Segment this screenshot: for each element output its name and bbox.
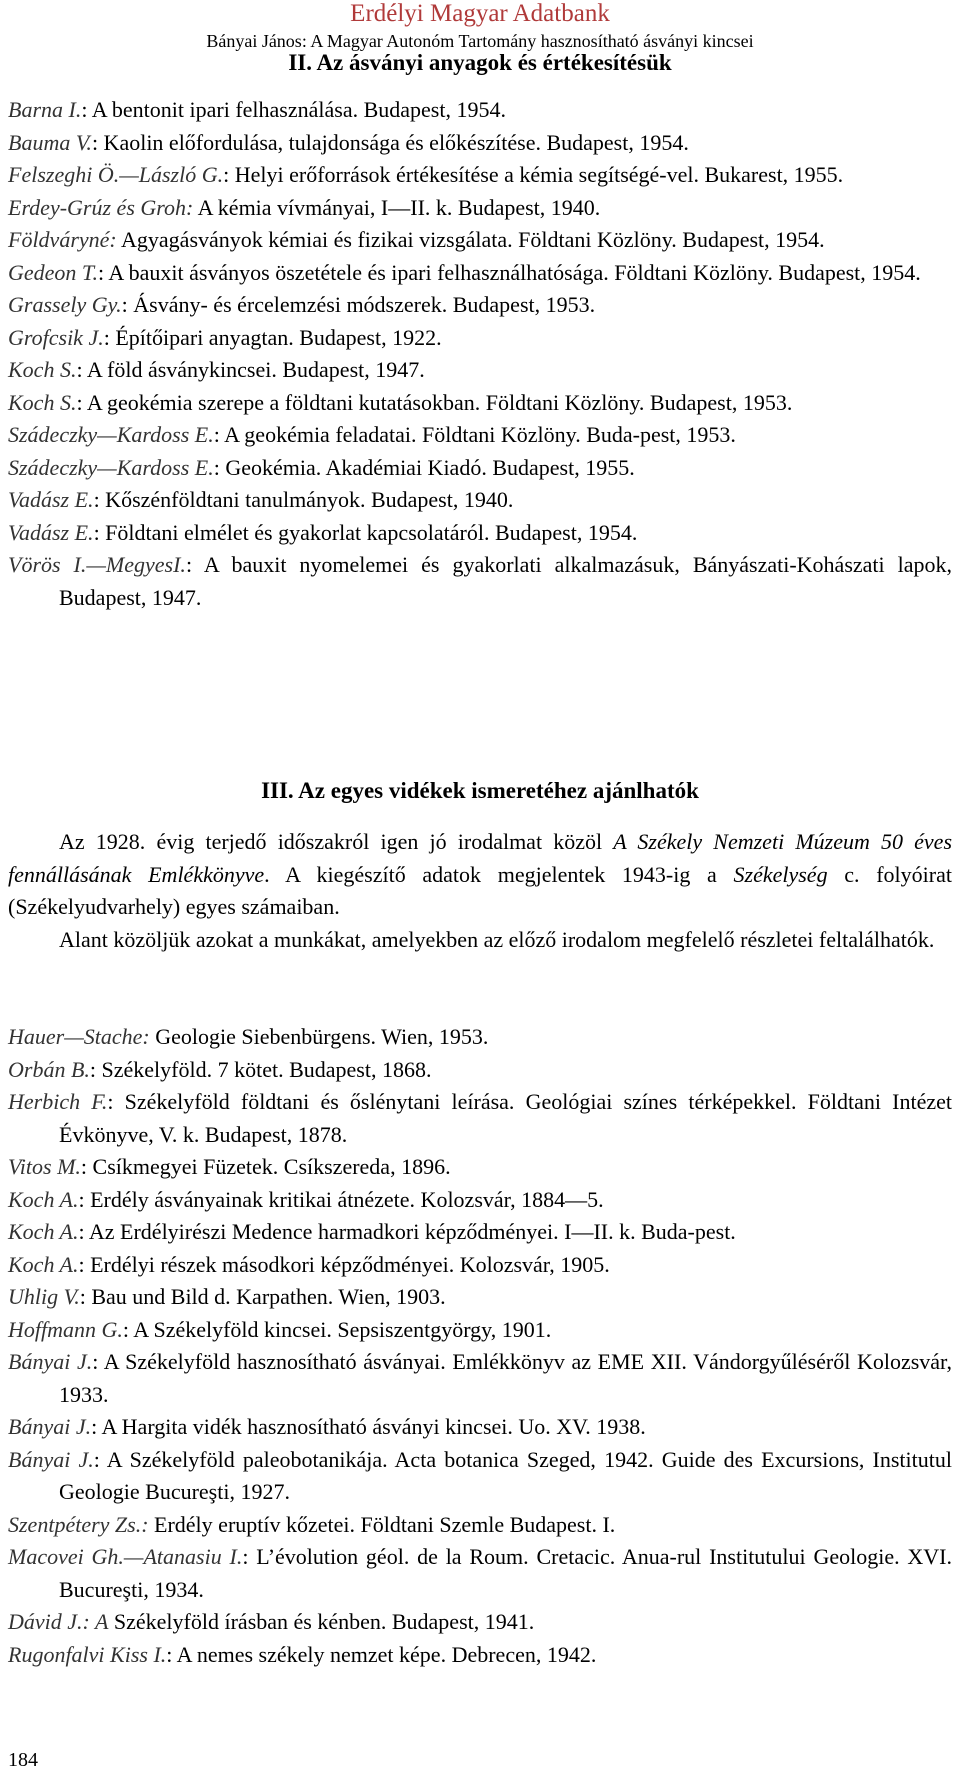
bibliography-entry (8, 1411, 952, 1444)
bibliography-entry (8, 257, 952, 290)
bibliography-entry (8, 224, 952, 257)
bibliography-entry (8, 1444, 952, 1509)
entry-text: : Kaolin előfordulása, tulajdonsága és előkészítése. Budapest, 1954. (91, 129, 689, 155)
intro-paragraph: Alant közöljük azokat a munkákat, amelyekben az előző irodalom megfelelő részletei feltalálhatók. (59, 926, 935, 952)
entry-text: Agyagásványok kémiai és fizikai vizsgálata. Földtani Közlöny. Budapest, 1954. (116, 227, 825, 252)
entry-text: : A bentonit ipari felhasználása. Budapest, 1954. (81, 97, 506, 122)
entry-author: Uhlig V. (8, 1284, 80, 1309)
bibliography-entry (8, 1314, 952, 1347)
entry-author: Felszeghi Ö.—László G. (8, 162, 224, 187)
bibliography-list-iii (8, 1021, 952, 1671)
bibliography-entry (8, 94, 952, 127)
entry-text: : A nemes székely nemzet képe. Debrecen, 1942. (166, 1641, 597, 1667)
entry-text: A kémia vívmányai, I—II. k. Budapest, 1940. (193, 194, 601, 220)
entry-author: Bányai J. (8, 1349, 93, 1374)
entry-text: : Helyi erőforrások értékesítése a kémia segítségé-vel. Bukarest, 1955. (223, 162, 844, 187)
entry-author: Herbich F. (8, 1089, 108, 1114)
entry-text: : A bauxit ásványos öszetétele és ipari felhasználhatósága. Földtani Közlöny. Budapest, 1954. (98, 259, 921, 285)
entry-author: Vitos M. (8, 1154, 81, 1179)
entry-author: Vörös I.—MegyesI. (8, 552, 186, 577)
entry-text: : A geokémia szerepe a földtani kutatásokban. Földtani Közlöny. Budapest, 1953. (76, 389, 793, 415)
entry-author: Koch S. (8, 357, 77, 382)
bibliography-entry (8, 1346, 952, 1411)
entry-author: Grassely Gy. (8, 292, 122, 317)
bibliography-entry (8, 517, 952, 550)
bibliography-entry (8, 387, 952, 420)
bibliography-entry (8, 1606, 952, 1639)
bibliography-entry (8, 1639, 952, 1672)
entry-author: Szádeczky—Kardoss E. (8, 422, 214, 447)
entry-author: Koch S. (8, 389, 77, 415)
bibliography-entry (8, 452, 952, 485)
intro-italic-title: A Székely Nemzeti Múzeum 50 éves fennállásának Emlékkönyve (8, 829, 953, 887)
section-heading-ii: II. Az ásványi anyagok és értékesítésük (288, 50, 672, 75)
entry-text: : Ásvány- és ércelemzési módszerek. Budapest, 1953. (121, 292, 596, 317)
entry-author: Koch A. (8, 1251, 79, 1277)
section-heading-iii: III. Az egyes vidékek ismeretéhez ajánlhatók (261, 778, 699, 803)
bibliography-entry (8, 354, 952, 387)
bibliography-entry (8, 1281, 952, 1314)
site-title[interactable]: Erdélyi Magyar Adatbank (350, 0, 610, 27)
bibliography-entry (8, 1054, 952, 1087)
intro-text: Az 1928. évig terjedő időszakról igen jó irodalmat közöl (59, 829, 614, 854)
entry-author: Bányai J. (8, 1446, 94, 1472)
entry-author: Vadász E. (8, 487, 94, 512)
entry-author: Koch A. (8, 1219, 79, 1244)
bibliography-entry (8, 1021, 952, 1054)
entry-author: Bányai J. (8, 1414, 92, 1439)
entry-author: Hauer—Stache: (8, 1024, 150, 1049)
entry-text: : Csíkmegyei Füzetek. Csíkszereda, 1896. (80, 1154, 451, 1179)
bibliography-entry (8, 1509, 952, 1542)
entry-text: : Építőipari anyagtan. Budapest, 1922. (103, 324, 442, 350)
page-number: 184 (8, 1749, 38, 1771)
entry-text: : Kőszénföldtani tanulmányok. Budapest, 1940. (93, 487, 514, 512)
bibliography-entry (8, 127, 952, 160)
entry-text: : Földtani elmélet és gyakorlat kapcsolatáról. Budapest, 1954. (93, 519, 638, 545)
entry-text: : Az Erdélyirészi Medence harmadkori képződményei. I—II. k. Buda-pest. (78, 1219, 736, 1244)
entry-author: Koch A. (8, 1186, 79, 1212)
entry-author: Vadász E. (8, 519, 94, 545)
entry-author: Bauma V. (8, 129, 92, 155)
entry-text: : A bauxit nyomelemei és gyakorlati alkalmazásuk, Bányászati-Kohászati lapok, Budapest, 1947. (59, 552, 952, 610)
document-subtitle: Bányai János: A Magyar Autonóm Tartomány hasznosítható ásványi kincsei (206, 31, 754, 51)
entry-text: : Erdély ásványainak kritikai átnézete. Kolozsvár, 1884—5. (78, 1186, 604, 1212)
entry-author: Erdey-Grúz és Groh: (8, 194, 194, 220)
entry-text: : A Hargita vidék hasznosítható ásványi kincsei. Uo. XV. 1938. (91, 1414, 646, 1439)
bibliography-entry (8, 159, 952, 192)
entry-text: : A föld ásványkincsei. Budapest, 1947. (76, 357, 425, 382)
intro-paragraphs (8, 826, 952, 956)
entry-text: : Bau und Bild d. Karpathen. Wien, 1903. (79, 1284, 446, 1309)
entry-text: Székelyföld írásban és kénben. Budapest, 1941. (108, 1609, 535, 1634)
bibliography-entry (8, 1184, 952, 1217)
entry-text: : Geokémia. Akadémiai Kiadó. Budapest, 1955. (213, 454, 635, 480)
intro-paragraph (8, 826, 952, 924)
bibliography-entry (8, 549, 952, 614)
entry-author: Földváryné: (8, 227, 117, 252)
bibliography-entry (8, 484, 952, 517)
entry-author: Rugonfalvi Kiss I. (8, 1641, 167, 1667)
bibliography-entry (8, 1216, 952, 1249)
entry-text: : Erdélyi részek másodkori képződményei. Kolozsvár, 1905. (78, 1251, 610, 1277)
bibliography-entry (8, 322, 952, 355)
entry-author: Barna I. (8, 97, 82, 122)
entry-text: : A geokémia feladatai. Földtani Közlöny. Buda-pest, 1953. (213, 422, 736, 447)
entry-text: : L’évolution géol. de la Roum. Cretacic. Anua-rul Institutului Geologie. XVI. Bucureşti, 1934. (59, 1544, 952, 1602)
entry-author: Orbán B. (8, 1056, 90, 1082)
entry-author: Hoffmann G. (8, 1316, 123, 1342)
entry-author: Dávid J.: A (8, 1609, 109, 1634)
intro-text: . A kiegészítő adatok megjelentek 1943-ig a (264, 861, 734, 887)
bibliography-list-ii (8, 94, 952, 614)
entry-text: : A Székelyföld hasznosítható ásványai. Emlékkönyv az EME XII. Vándorgyűléséről Kolozsvár, 1933. (59, 1349, 952, 1407)
bibliography-entry (8, 1541, 952, 1606)
intro-text: c. folyóirat (Székelyudvarhely) egyes számaiban. (8, 861, 952, 919)
entry-text: : A Székelyföld paleobotanikája. Acta botanica Szeged, 1942. Guide des Excursions, Institutul Geologie Bucureşti, 1927. (59, 1446, 952, 1504)
entry-author: Szádeczky—Kardoss E. (8, 454, 214, 480)
entry-text: : Székelyföld. 7 kötet. Budapest, 1868. (89, 1056, 432, 1082)
entry-author: Gedeon T. (8, 259, 99, 285)
entry-text: Geologie Siebenbürgens. Wien, 1953. (149, 1024, 489, 1049)
entry-text: : Székelyföld földtani és őslénytani leírása. Geológiai színes térképekkel. Földtani Intézet Évkönyve, V. k. Budapest, 1878. (59, 1089, 952, 1147)
bibliography-entry (8, 419, 952, 452)
bibliography-entry (8, 192, 952, 225)
entry-text: : A Székelyföld kincsei. Sepsiszentgyörgy, 1901. (122, 1316, 552, 1342)
entry-author: Szentpétery Zs.: (8, 1511, 149, 1537)
bibliography-entry (8, 289, 952, 322)
entry-author: Grofcsik J. (8, 324, 104, 350)
intro-italic-journal: Székelység (733, 861, 828, 887)
entry-text: Erdély eruptív kőzetei. Földtani Szemle Budapest. I. (148, 1511, 616, 1537)
entry-author: Macovei Gh.—Atanasiu I. (8, 1544, 243, 1569)
bibliography-entry (8, 1151, 952, 1184)
bibliography-entry (8, 1249, 952, 1282)
bibliography-entry (8, 1086, 952, 1151)
